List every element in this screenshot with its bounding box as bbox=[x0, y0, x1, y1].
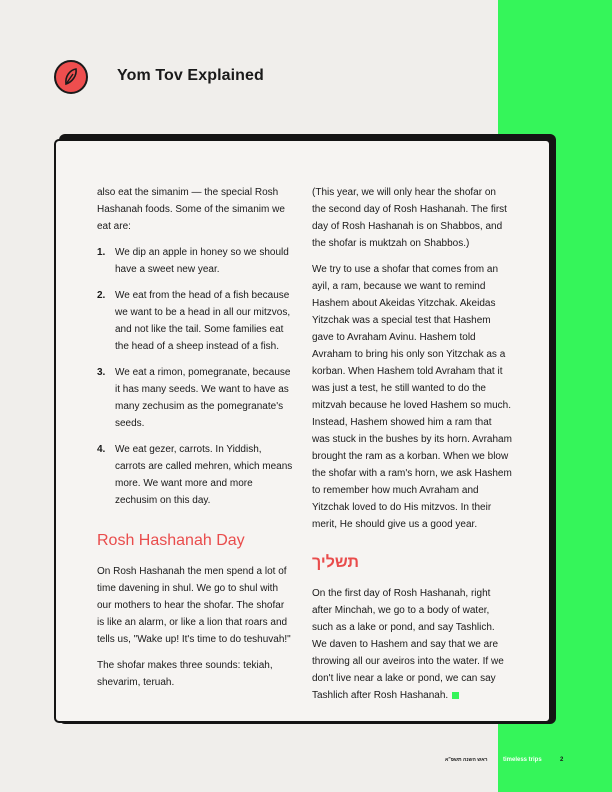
leaf-logo-icon bbox=[54, 60, 88, 94]
list-item: 3. We eat a rimon, pomegranate, because it has many seeds. We want to have as many zechusim as the pomegranate's seeds. bbox=[97, 367, 291, 429]
shofar-note-paragraph: (This year, we will only hear the shofar on the second day of Rosh Hashanah. The first day of Rosh Hashanah is on Shabbos, and the shofar is muktzah on Shabbos.) bbox=[312, 187, 507, 249]
left-column bbox=[97, 184, 293, 700]
shofar-sounds-paragraph: The shofar makes three sounds: tekiah, shevarim, teruah. bbox=[97, 660, 273, 688]
list-item: 4. We eat gezer, carrots. In Yiddish, carrots are called mehren, which means more. We want more and more zechusim on this day. bbox=[97, 444, 293, 506]
list-item: 2. We eat from the head of a fish because we want to be a head in all our mitzvos, and not like the tail. Some families eat the head of a sheep instead of a fish. bbox=[97, 290, 291, 352]
footer-hebrew-title: ראש השנה תשפ"א bbox=[445, 757, 488, 763]
end-of-article-icon bbox=[452, 692, 459, 699]
footer-brand: timeless trips bbox=[503, 757, 542, 763]
list-item: 1. We dip an apple in honey so we should have a sweet new year. bbox=[97, 247, 289, 275]
akeidas-paragraph: We try to use a shofar that comes from an ayil, a ram, because we want to remind Hashem about Akeidas Yitzchak. Akeidas Yitzchak was a special test that Hashem gave to Avraham Avinu. Hashem told Avraham to bring his only son Yitzchak as a korban. When Hashem told Avraham that it was just a test, he still wanted to do the mitzvah because he loved Hashem so much. Instead, Hashem showed him a ram that was stuck in the bushes by its horn. Avraham brought the ram as a korban. When we blow the shofar with a ram's horn, we ask Hashem to remember how much Avraham and Yitzchak loved to do His mitzvos. In their merit, He should give us a good year. bbox=[312, 264, 512, 530]
right-column bbox=[312, 184, 512, 713]
simanim-list bbox=[97, 244, 293, 509]
intro-paragraph: also eat the simanim — the special Rosh Hashanah foods. Some of the simanim we eat are: bbox=[97, 187, 285, 232]
page-title: Yom Tov Explained bbox=[117, 67, 264, 84]
section-heading-tashlich: תשליך bbox=[312, 554, 359, 571]
tashlich-paragraph: On the first day of Rosh Hashanah, right after Minchah, we go to a body of water, such as a lake or pond, and say Tashlich. We daven to Hashem and say that we are throwing all our aveiros into the water. If we don't live near a lake or pond, we can say Tashlich after Rosh Hashanah. bbox=[312, 588, 504, 701]
page-number: 2 bbox=[560, 757, 564, 763]
section-heading-rosh-hashanah-day: Rosh Hashanah Day bbox=[97, 532, 245, 549]
shofar-paragraph: On Rosh Hashanah the men spend a lot of time davening in shul. We go to shul with our mothers to hear the shofar. The shofar is like an alarm, or like a lion that roars and tells us, "Wake up! It's time to do teshuvah!" bbox=[97, 566, 291, 645]
